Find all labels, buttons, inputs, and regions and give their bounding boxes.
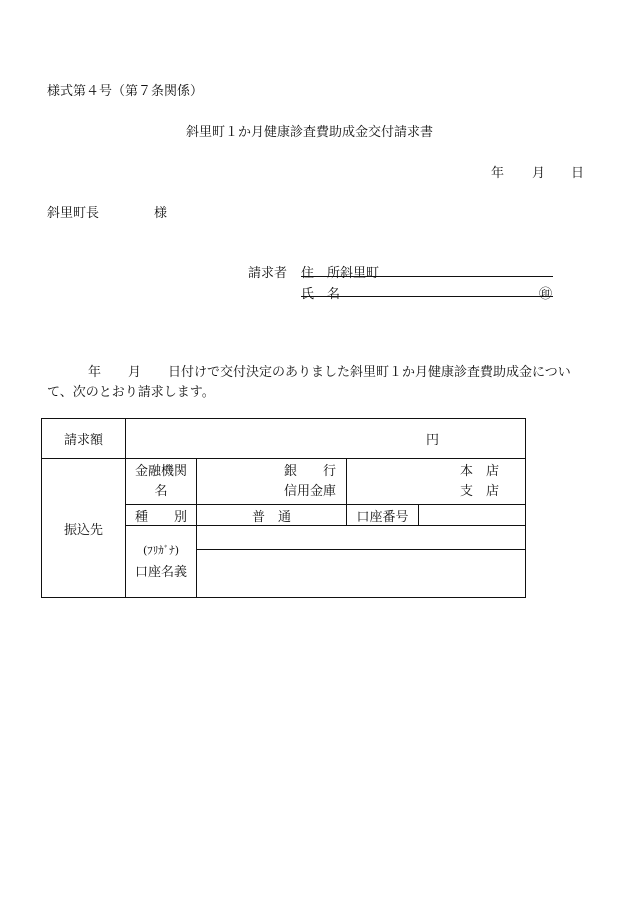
branch-option: 支 店 xyxy=(460,483,500,499)
addressee-honorific: 様 xyxy=(154,206,168,221)
head-office-option: 本 店 xyxy=(460,463,500,479)
fi-name-label: 金融機関 名 xyxy=(126,459,197,505)
bank-option: 銀 行 xyxy=(283,463,336,479)
account-number-field[interactable] xyxy=(419,505,526,526)
bank-type-cell[interactable] xyxy=(197,459,347,505)
account-type-cell[interactable] xyxy=(197,505,347,526)
amount-field[interactable] xyxy=(126,419,526,459)
address-value: 斜里町 xyxy=(340,266,380,281)
credit-union-option: 信用金庫 xyxy=(283,483,336,499)
form-number: 様式第４号（第７条関係） xyxy=(47,84,204,99)
address-underline xyxy=(301,276,553,277)
body-line2: て、次のとおり請求します。 xyxy=(47,385,215,400)
body-line1: 日付けで交付決定のありました斜里町１か月健康診査費助成金につい xyxy=(168,365,571,380)
addressee-name: 斜里町長 xyxy=(47,206,100,221)
transfer-label: 振込先 xyxy=(42,459,126,598)
body-month: 月 xyxy=(128,365,142,380)
address-label: 住 所 xyxy=(301,266,341,281)
account-number-label: 口座番号 xyxy=(347,505,419,526)
page-title: 斜里町１か月健康診査費助成金交付請求書 xyxy=(186,125,434,140)
seal-mark: ㊞ xyxy=(539,287,553,302)
account-holder-name-field[interactable] xyxy=(197,550,526,598)
date-day: 日 xyxy=(571,166,585,181)
account-holder-furigana-field[interactable] xyxy=(197,526,526,550)
payment-table xyxy=(41,418,526,598)
name-label: 氏 名 xyxy=(301,287,341,302)
date-month: 月 xyxy=(532,166,546,181)
name-underline xyxy=(301,296,553,297)
account-type-value: 普 通 xyxy=(252,509,292,525)
amount-label: 請求額 xyxy=(42,419,126,459)
claimant-label: 請求者 xyxy=(248,266,288,281)
branch-type-cell[interactable] xyxy=(347,459,526,505)
yen-label: 円 xyxy=(426,433,440,448)
account-holder-label: (ﾌﾘｶﾞﾅ) 口座名義 xyxy=(126,526,197,598)
account-type-label: 種 別 xyxy=(126,505,197,526)
body-year: 年 xyxy=(88,365,102,380)
date-year: 年 xyxy=(491,166,505,181)
